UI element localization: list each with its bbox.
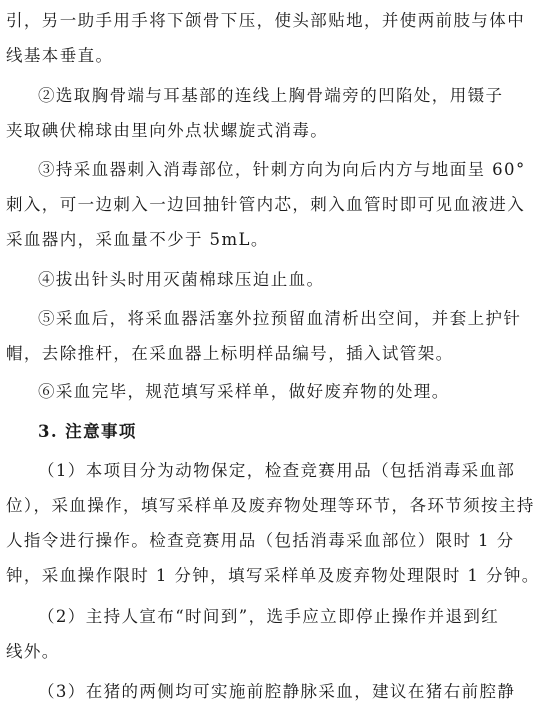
paragraph-line: 刺入，可一边刺入一边回抽针管内芯，刺入血管时即可见血液进入 xyxy=(6,195,526,214)
paragraph-line: 引，另一助手用手将下颌骨下压，使头部贴地，并使两前肢与体中 xyxy=(6,11,526,30)
paragraph-line: （3）在猪的两侧均可实施前腔静脉采血，建议在猪右前腔静 xyxy=(38,682,516,701)
paragraph-line: ②选取胸骨端与耳基部的连线上胸骨端旁的凹陷处，用镊子 xyxy=(38,86,504,105)
paragraph-line: 夹取碘伏棉球由里向外点状螺旋式消毒。 xyxy=(6,121,329,140)
paragraph-line: 钟，采血操作限时 1 分钟，填写采样单及废弃物处理限时 1 分钟。 xyxy=(6,566,540,585)
paragraph-line: （1）本项目分为动物保定，检查竞赛用品（包括消毒采血部 xyxy=(38,461,516,480)
paragraph-line: 人指令进行操作。检查竞赛用品（包括消毒采血部位）限时 1 分 xyxy=(6,531,515,550)
paragraph-line: ⑥采血完毕，规范填写采样单，做好废弃物的处理。 xyxy=(38,382,450,401)
paragraph-line: ③持采血器刺入消毒部位，针刺方向为向后内方与地面呈 60° xyxy=(38,160,526,179)
paragraph-line: 位），采血操作，填写采样单及废弃物处理等环节，各环节须按主持 xyxy=(6,496,535,515)
paragraph-line: ④拔出针头时用灭菌棉球压迫止血。 xyxy=(38,270,325,289)
paragraph-line: 线外。 xyxy=(6,642,60,661)
paragraph-line: ⑤采血后，将采血器活塞外拉预留血清析出空间，并套上护针 xyxy=(38,309,522,328)
paragraph-line: （2）主持人宣布“时间到”，选手应立即停止操作并退到红 xyxy=(38,607,500,626)
paragraph-line: 帽，去除推杆，在采血器上标明样品编号，插入试管架。 xyxy=(6,344,454,363)
section-heading: 3. 注意事项 xyxy=(38,422,137,441)
paragraph-line: 采血器内，采血量不少于 5mL。 xyxy=(6,230,269,249)
paragraph-line: 线基本垂直。 xyxy=(6,46,114,65)
